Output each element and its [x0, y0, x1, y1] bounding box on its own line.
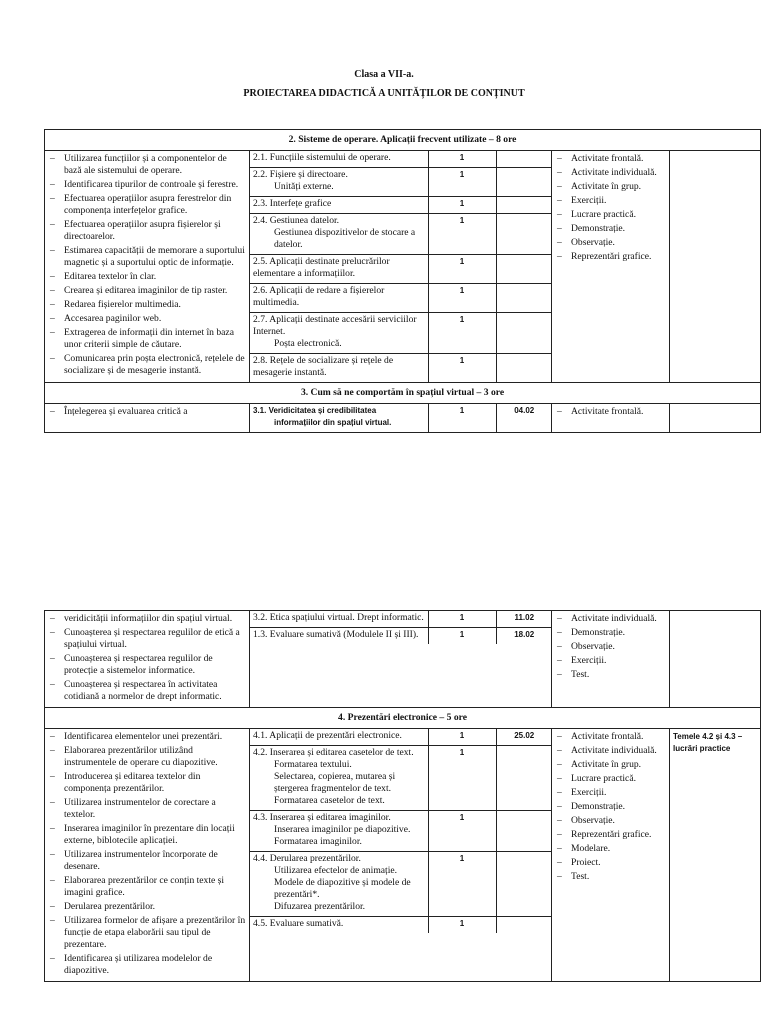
- unit-topic-cell: [250, 729, 428, 746]
- section3-cont-observations-cell: [670, 611, 761, 708]
- competency-item: – Efectuarea operațiilor asupra ferestrelor din componența interfețelor grafice.: [48, 193, 246, 217]
- activity-item: – Exerciții.: [555, 195, 666, 207]
- unit-title: 2.7. Aplicații destinate accesării serviciilor Internet.: [253, 314, 417, 337]
- unit-date: [496, 354, 552, 383]
- unit-topic-cell: [250, 255, 428, 284]
- unit-row: [250, 354, 552, 383]
- unit-date: [496, 214, 552, 255]
- competency-item: – Identificarea și utilizarea modelelor de diapozitive.: [48, 953, 246, 977]
- section3-cont-competency-list: [48, 613, 246, 703]
- unit-topic-cell: [250, 168, 428, 197]
- unit-subtitle: informațiilor din spațiul virtual.: [274, 418, 392, 427]
- activity-item: – Observație.: [555, 815, 666, 827]
- unit-row: [250, 746, 552, 811]
- competency-item: – Elaborarea prezentărilor ce conțin texte și imagini grafice.: [48, 875, 246, 899]
- section2-activity-list: [555, 153, 666, 263]
- activity-item: – Activitate individuală.: [555, 613, 666, 625]
- competency-item: – Accesarea paginilor web.: [48, 313, 246, 325]
- activity-item: – Activitate în grup.: [555, 759, 666, 771]
- activity-item: – Activitate individuală.: [555, 745, 666, 757]
- competency-item: – Utilizarea instrumentelor de corectare a textelor.: [48, 797, 246, 821]
- activity-item: – Activitate frontală.: [555, 406, 666, 418]
- unit-hours: 1: [428, 214, 496, 255]
- section3-cont-units-table: [250, 611, 552, 644]
- unit-subtopic: Unități externe.: [274, 181, 334, 192]
- unit-date: [496, 313, 552, 354]
- unit-row: [250, 255, 552, 284]
- competency-item: – Cunoașterea și respectarea regulilor de etică a spațiului virtual.: [48, 627, 246, 651]
- unit-row: [250, 628, 552, 645]
- section4-units-cell: [250, 729, 552, 982]
- unit-topic-cell: [250, 852, 428, 917]
- activity-item: – Lucrare practică.: [555, 209, 666, 221]
- unit-row: [250, 151, 552, 168]
- section3-title: 3. Cum să ne comportăm în spațiul virtual – 3 ore: [45, 383, 761, 404]
- competency-item: – Elaborarea prezentărilor utilizând instrumentele de operare cu diapozitive.: [48, 745, 246, 769]
- section4-competencies-cell: [45, 729, 250, 982]
- unit-hours: 1: [428, 151, 496, 168]
- unit-date: [496, 168, 552, 197]
- unit-row: [250, 313, 552, 354]
- section3-cont-activities-cell: [552, 611, 670, 708]
- unit-hours: 1: [428, 284, 496, 313]
- section4-competency-list: [48, 731, 246, 977]
- unit-hours: 1: [428, 197, 496, 214]
- unit-hours: 1: [428, 313, 496, 354]
- unit-title: 3.2. Etica spațiului virtual. Drept informatic.: [253, 612, 424, 623]
- unit-row: [250, 729, 552, 746]
- unit-hours: 1: [428, 168, 496, 197]
- unit-subtopic: Gestiunea dispozitivelor de stocare a datelor.: [274, 227, 416, 250]
- unit-date: 04.02: [496, 404, 552, 432]
- competency-item: – Cunoașterea și respectarea regulilor de protecție a sistemelor informatice.: [48, 653, 246, 677]
- section2-competencies-cell: [45, 151, 250, 383]
- competency-item: – Utilizarea instrumentelor încorporate de desenare.: [48, 849, 246, 873]
- unit-subtopic: Formatarea imaginilor.: [274, 836, 362, 847]
- unit-hours: 1: [428, 729, 496, 746]
- activity-item: – Test.: [555, 871, 666, 883]
- unit-title: 4.2. Inserarea și editarea casetelor de text.: [253, 747, 414, 758]
- unit-subtopic: Poșta electronică.: [274, 338, 342, 349]
- competency-item: – Extragerea de informații din internet în baza unor criterii simple de căutare.: [48, 327, 246, 351]
- unit-subtopic: Inserarea imaginilor pe diapozitive.: [274, 824, 411, 835]
- unit-date: [496, 852, 552, 917]
- section3-competency-list: [48, 406, 246, 418]
- unit-subtopic: Formatarea textului.: [274, 759, 352, 770]
- activity-item: – Exerciții.: [555, 655, 666, 667]
- unit-row: [250, 214, 552, 255]
- activity-item: – Reprezentări grafice.: [555, 251, 666, 263]
- unit-title: 4.4. Derularea prezentărilor.: [253, 853, 361, 864]
- competency-item: – veridicității informațiilor din spațiul virtual.: [48, 613, 246, 625]
- activity-item: – Demonstrație.: [555, 801, 666, 813]
- section2-activities-cell: [552, 151, 670, 383]
- plan-table-part1: [44, 129, 761, 433]
- unit-subtopic: Modele de diapozitive și modele de prezentări*.: [274, 877, 411, 900]
- unit-topic-cell: [250, 611, 428, 628]
- unit-hours: 1: [428, 852, 496, 917]
- unit-row: [250, 404, 552, 432]
- unit-topic-cell: [250, 214, 428, 255]
- unit-hours: 1: [428, 611, 496, 628]
- section3-observations-cell: [670, 404, 761, 433]
- section4-activity-list: [555, 731, 666, 883]
- unit-title: 2.1. Funcțiile sistemului de operare.: [253, 152, 391, 163]
- unit-row: [250, 611, 552, 628]
- section4-title: 4. Prezentări electronice – 5 ore: [45, 708, 761, 729]
- section4-observations: Temele 4.2 și 4.3 – lucrări practice: [673, 732, 743, 753]
- document-title: PROIECTAREA DIDACTICĂ A UNITĂȚILOR DE CONȚINUT: [243, 88, 525, 99]
- unit-row: [250, 168, 552, 197]
- unit-title: 4.3. Inserarea și editarea imaginilor.: [253, 812, 391, 823]
- activity-item: – Activitate frontală.: [555, 731, 666, 743]
- activity-item: – Observație.: [555, 641, 666, 653]
- unit-topic-cell: [250, 197, 428, 214]
- unit-hours: 1: [428, 628, 496, 645]
- unit-hours: 1: [428, 746, 496, 811]
- section4-units-table: [250, 729, 552, 933]
- unit-topic-cell: [250, 354, 428, 383]
- unit-date: [496, 811, 552, 852]
- unit-title: 2.4. Gestiunea datelor.: [253, 215, 340, 226]
- section4-observations-cell: [670, 729, 761, 982]
- competency-item: – Editarea textelor în clar.: [48, 271, 246, 283]
- unit-topic-cell: [250, 151, 428, 168]
- activity-item: – Test.: [555, 669, 666, 681]
- unit-subtopic: Selectarea, copierea, mutarea și ștergerea fragmentelor de text.: [274, 771, 396, 794]
- unit-row: [250, 811, 552, 852]
- activity-item: – Activitate frontală.: [555, 153, 666, 165]
- plan-table-part2: [44, 610, 761, 982]
- unit-topic-cell: [250, 917, 428, 934]
- section3-unit-table: [250, 404, 552, 432]
- competency-item: – Efectuarea operațiilor asupra fișierelor și directoarelor.: [48, 219, 246, 243]
- competency-item: – Derularea prezentărilor.: [48, 901, 246, 913]
- activity-item: – Reprezentări grafice.: [555, 829, 666, 841]
- activity-item: – Lucrare practică.: [555, 773, 666, 785]
- unit-topic-cell: [250, 746, 428, 811]
- unit-title: 4.5. Evaluare sumativă.: [253, 918, 344, 929]
- unit-title: 4.1. Aplicații de prezentări electronice.: [253, 730, 402, 741]
- section2-title: 2. Sisteme de operare. Aplicații frecvent utilizate – 8 ore: [45, 130, 761, 151]
- section3-activity-list: [555, 406, 666, 418]
- section2-units-cell: [250, 151, 552, 383]
- unit-title: 2.6. Aplicații de redare a fișierelor multimedia.: [253, 285, 385, 308]
- competency-item: – Identificarea tipurilor de controale și ferestre.: [48, 179, 246, 191]
- unit-title: 2.5. Aplicații destinate prelucrărilor elementare a informațiilor.: [253, 256, 390, 279]
- unit-date: 11.02: [496, 611, 552, 628]
- competency-item: – Comunicarea prin poșta electronică, rețelele de socializare și de mesagerie instantă.: [48, 353, 246, 377]
- unit-row: [250, 852, 552, 917]
- unit-subtopic: Difuzarea prezentărilor.: [274, 901, 366, 912]
- unit-date: [496, 255, 552, 284]
- unit-date: [496, 284, 552, 313]
- section2-observations-cell: [670, 151, 761, 383]
- competency-item: – Introducerea și editarea textelor din componența prezentărilor.: [48, 771, 246, 795]
- activity-item: – Demonstrație.: [555, 627, 666, 639]
- unit-topic-cell: [250, 628, 428, 645]
- section2-competency-list: [48, 153, 246, 377]
- unit-date: 18.02: [496, 628, 552, 645]
- unit-title: 2.2. Fișiere și directoare.: [253, 169, 348, 180]
- section3-cont-activity-list: [555, 613, 666, 681]
- competency-item: – Identificarea elementelor unei prezentări.: [48, 731, 246, 743]
- unit-subtopic: Utilizarea efectelor de animație.: [274, 865, 398, 876]
- unit-row: [250, 284, 552, 313]
- activity-item: – Proiect.: [555, 857, 666, 869]
- section3-cont-competencies-cell: [45, 611, 250, 708]
- section3-cont-units-cell: [250, 611, 552, 708]
- competency-item: – Cunoașterea și respectarea în activitatea cotidiană a normelor de drept informatic.: [48, 679, 246, 703]
- section2-units-table: [250, 151, 552, 382]
- activity-item: – Modelare.: [555, 843, 666, 855]
- section3-competency-cell: [45, 404, 250, 433]
- activity-item: – Exerciții.: [555, 787, 666, 799]
- unit-topic-cell: [250, 284, 428, 313]
- unit-date: 25.02: [496, 729, 552, 746]
- unit-hours: 1: [428, 811, 496, 852]
- competency-item: – Utilizarea funcțiilor și a componentelor de bază ale sistemului de operare.: [48, 153, 246, 177]
- unit-hours: 1: [428, 354, 496, 383]
- unit-hours: 1: [428, 255, 496, 284]
- unit-date: [496, 197, 552, 214]
- activity-item: – Observație.: [555, 237, 666, 249]
- unit-row: [250, 917, 552, 934]
- unit-date: [496, 917, 552, 934]
- unit-title: 2.8. Rețele de socializare și rețele de mesagerie instantă.: [253, 355, 394, 378]
- activity-item: – Activitate individuală.: [555, 167, 666, 179]
- unit-topic-cell: [250, 811, 428, 852]
- activity-item: – Activitate în grup.: [555, 181, 666, 193]
- unit-subtopic: Formatarea casetelor de text.: [274, 795, 385, 806]
- competency-item: – Redarea fișierelor multimedia.: [48, 299, 246, 311]
- unit-title: 1.3. Evaluare sumativă (Modulele II și III).: [253, 629, 419, 640]
- unit-title: 2.3. Interfețe grafice: [253, 198, 332, 209]
- section3-unit-cell: [250, 404, 552, 433]
- unit-row: [250, 197, 552, 214]
- unit-hours: 1: [428, 917, 496, 934]
- unit-hours: 1: [428, 404, 496, 432]
- competency-item: – Inserarea imaginilor în prezentare din locații externe, biblotecile aplicației.: [48, 823, 246, 847]
- section3-activity-cell: [552, 404, 670, 433]
- unit-date: [496, 746, 552, 811]
- competency-item: – Înțelegerea și evaluarea critică a: [48, 406, 246, 418]
- class-heading: Clasa a VII-a.: [354, 69, 414, 80]
- activity-item: – Demonstrație.: [555, 223, 666, 235]
- competency-item: – Crearea și editarea imaginilor de tip raster.: [48, 285, 246, 297]
- competency-item: – Utilizarea formelor de afișare a prezentărilor în funcție de etapa elaborării sau tipul de prezentare.: [48, 915, 246, 951]
- unit-title: 3.1. Veridicitatea și credibilitatea: [253, 406, 377, 415]
- section4-activities-cell: [552, 729, 670, 982]
- unit-date: [496, 151, 552, 168]
- competency-item: – Estimarea capacității de memorare a suportului magnetic și a suportului optic de informație.: [48, 245, 246, 269]
- unit-topic-cell: [250, 313, 428, 354]
